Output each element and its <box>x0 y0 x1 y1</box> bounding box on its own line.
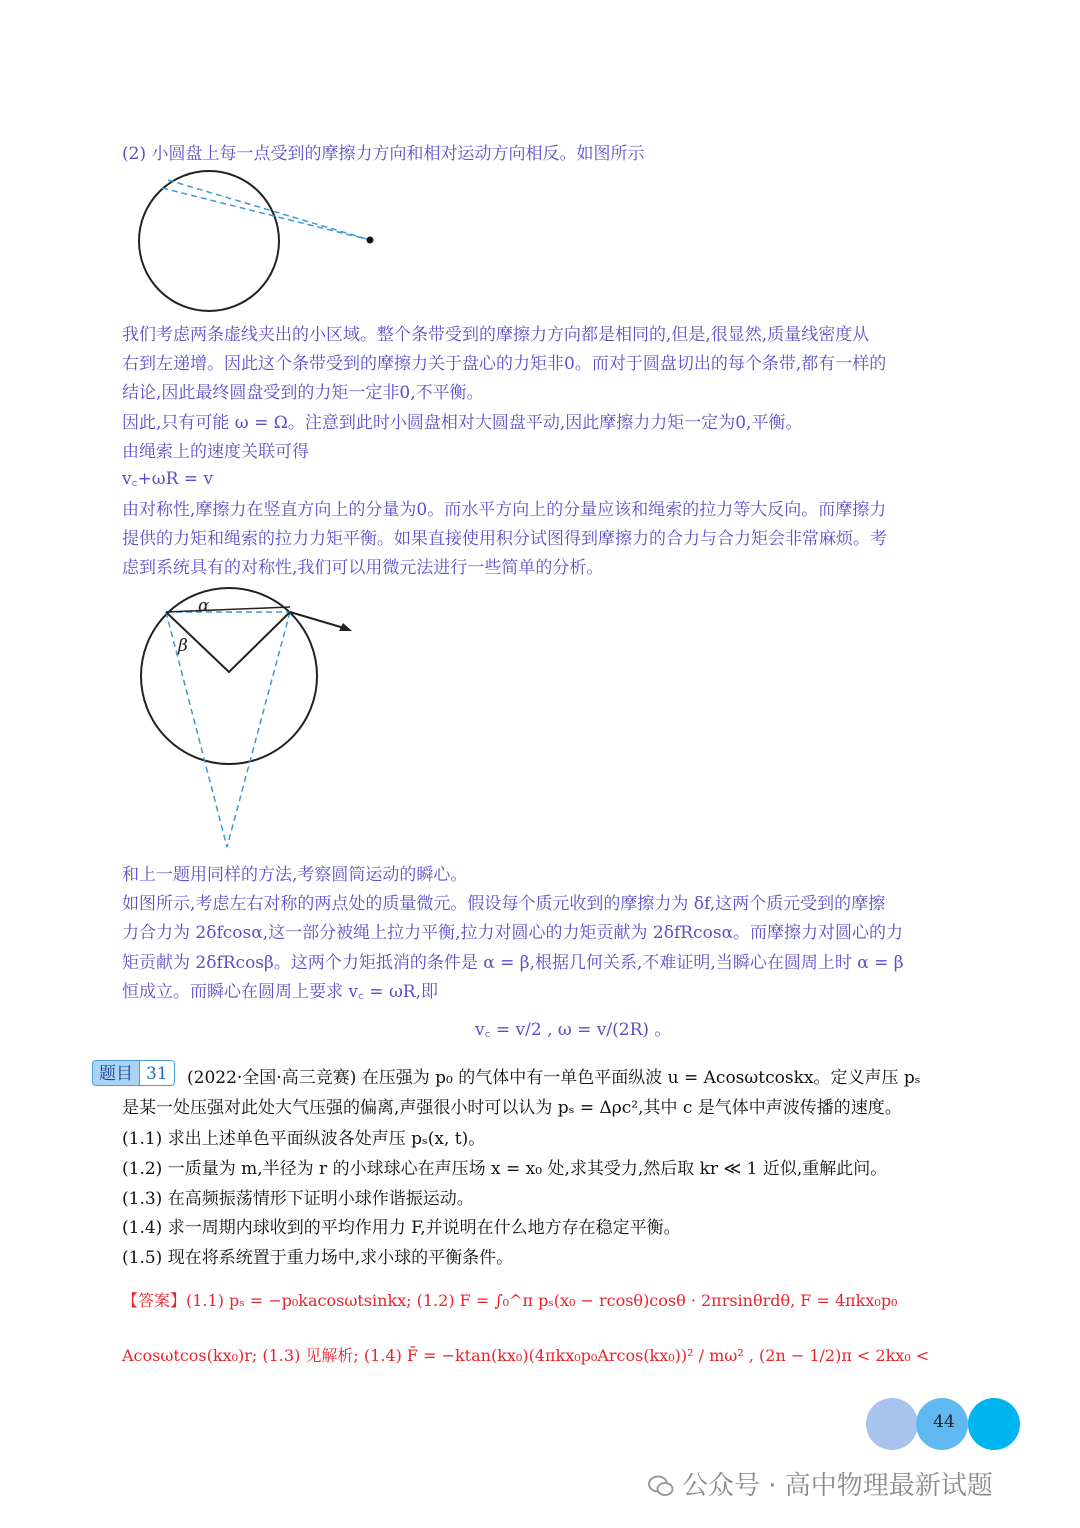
solution-line: 我们考虑两条虚线夹出的小区域。整个条带受到的摩擦力方向都是相同的,但是,很显然,质量线密度从 <box>122 325 870 345</box>
answer-line: 【答案】(1.1) pₛ = −p₀kacosωtsinkx; (1.2) F = ∫₀^π pₛ(x₀ − rcosθ)cosθ · 2πrsinθrdθ, F = 4πkx₀p₀ <box>122 1291 898 1310</box>
answer-line: Acosωtcos(kx₀)r; (1.3) 见解析; (1.4) F̄ = −ktan(kx₀)(4πkx₀p₀Arcos(kx₀))² / mω² , (2n − 1/2)π < 2kx₀ < <box>122 1346 930 1365</box>
alpha-label: α <box>198 596 210 616</box>
wechat-icon <box>648 1474 674 1496</box>
question-tag <box>92 1060 175 1086</box>
question-subpart: (1.3) 在高频振荡情形下证明小球作谐振运动。 <box>122 1189 474 1209</box>
solution-line: 由绳索上的速度关联可得 <box>122 442 309 462</box>
solution-line: 恒成立。而瞬心在圆周上要求 v꜀ = ωR,即 <box>122 982 439 1002</box>
external-point <box>367 237 374 244</box>
solution-line: 右到左递增。因此这个条带受到的摩擦力关于盘心的力矩非0。而对于圆盘切出的每个条带,都有一样的 <box>122 354 887 374</box>
figure-disk-dashed-lines <box>130 158 390 318</box>
solution-line: 力合力为 2δfcosα,这一部分被绳上拉力平衡,拉力对圆心的力矩贡献为 2δfRcosα。而摩擦力对圆心的力 <box>122 923 904 943</box>
solution-line: 矩贡献为 2δfRcosβ。这两个力矩抵消的条件是 α = β,根据几何关系,不难证明,当瞬心在圆周上时 α = β <box>122 953 904 973</box>
dashed-line-lower <box>162 188 370 240</box>
solution-part2-heading: (2) 小圆盘上每一点受到的摩擦力方向和相对运动方向相反。如图所示 <box>122 144 645 164</box>
dashed-triangle-right <box>227 612 290 847</box>
figure-instant-center <box>130 585 370 855</box>
question-line: 是某一处压强对此处大气压强的偏离,声强很小时可以认为 pₛ = Δρc²,其中 c 是气体中声波传播的速度。 <box>122 1098 902 1118</box>
question-tag-label: 题目 <box>92 1060 140 1086</box>
velocity-relation-equation: v꜀+ωR = v <box>122 469 214 489</box>
watermark-text: 公众号 · 高中物理最新试题 <box>682 1471 993 1501</box>
question-subpart: (1.1) 求出上述单色平面纵波各处声压 pₛ(x, t)。 <box>122 1129 486 1149</box>
solution-line: 结论,因此最终圆盘受到的力矩一定非0,不平衡。 <box>122 383 484 403</box>
solution-line: 和上一题用同样的方法,考察圆筒运动的瞬心。 <box>122 865 468 885</box>
question-subpart: (1.5) 现在将系统置于重力场中,求小球的平衡条件。 <box>122 1248 514 1268</box>
page-number-badge <box>866 1398 1026 1452</box>
solution-line: 提供的力矩和绳索的拉力力矩平衡。如果直接使用积分试图得到摩擦力的合力与合力矩会非常麻烦。考 <box>122 529 887 549</box>
page-circle-decor <box>968 1398 1020 1450</box>
watermark <box>648 1465 993 1502</box>
solution-line: 虑到系统具有的对称性,我们可以用微元法进行一些简单的分析。 <box>122 558 604 578</box>
question-line: (2022·全国·高三竞赛) 在压强为 p₀ 的气体中有一单色平面纵波 u = Acosωtcoskx。定义声压 pₛ <box>187 1068 921 1088</box>
dashed-triangle-left <box>166 612 227 847</box>
dashed-line-upper <box>168 180 370 240</box>
solution-line: 如图所示,考虑左右对称的两点处的质量微元。假设每个质元收到的摩擦力为 δf,这两个质元受到的摩擦 <box>122 894 886 914</box>
page-number: 44 <box>933 1412 955 1432</box>
beta-label: β <box>178 636 188 656</box>
question-subpart: (1.2) 一质量为 m,半径为 r 的小球球心在声压场 x = x₀ 处,求其受力,然后取 kr ≪ 1 近似,重解此问。 <box>122 1159 888 1179</box>
solution-line: 由对称性,摩擦力在竖直方向上的分量为0。而水平方向上的分量应该和绳索的拉力等大反向。而摩擦力 <box>122 500 887 520</box>
instant-center-equation: v꜀ = v/2 , ω = v/(2R) 。 <box>475 1020 672 1040</box>
page-circle-decor <box>866 1398 918 1450</box>
solution-line: 因此,只有可能 ω = Ω。注意到此时小圆盘相对大圆盘平动,因此摩擦力力矩一定为0,平衡。 <box>122 413 803 433</box>
question-subpart: (1.4) 求一周期内球收到的平均作用力 F,并说明在什么地方存在稳定平衡。 <box>122 1218 681 1238</box>
question-tag-number: 31 <box>140 1060 175 1086</box>
